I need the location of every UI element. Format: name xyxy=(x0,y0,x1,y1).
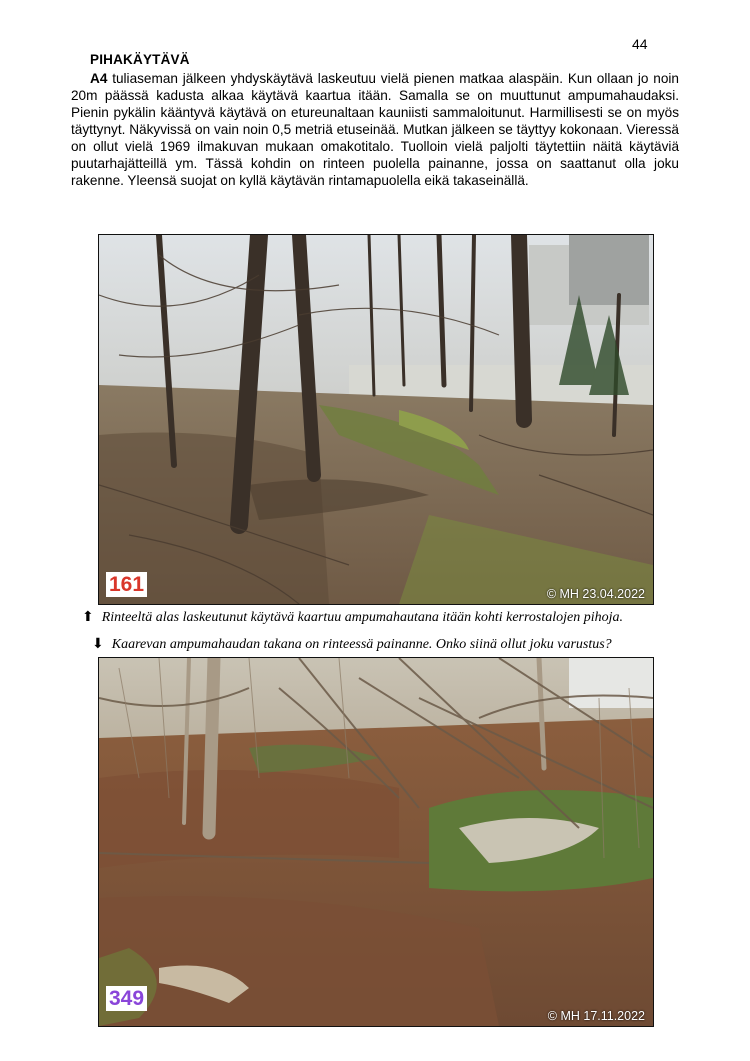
photo-credit: © MH 17.11.2022 xyxy=(547,1009,645,1023)
paragraph-text: tuliaseman jälkeen yhdyskäytävä laskeutuu vielä pienen matkaa alaspäin. Kun ollaan jo noin 20m päässä kadusta alkaa käytävä kaartua itään. Samalla se on muuttunut ampumahaudaksi. Pienin pykälin kääntyvä käytävä on etureunaltaan kauniisti sammaloitunut. Harmillisesti se on myös täyttynyt. Näkyvissä on vain noin 0,5 metriä etuseinää. Mutkan jälkeen se täyttyy kokonaan. Vieressä on ollut vielä 1969 ilmakuvan mukaan omakotitalo. Tuolloin vielä paljolti täytettiin näitä käytäviä puutarhajätteillä ym. Tässä kohdin on rinteen puolella painanne, jossa on saattanut olla joku rakenne. Yleensä suojat on kyllä käytävän rintamapuolella eikä takaseinällä. xyxy=(71,71,679,188)
photo-number-badge: 349 xyxy=(106,986,147,1011)
photo-credit: © MH 23.04.2022 xyxy=(546,587,645,601)
caption-text: Rinteeltä alas laskeutunut käytävä kaartuu ampumahautana itään kohti kerrostalojen pihoja. xyxy=(101,610,624,625)
location-code: A4 xyxy=(90,71,108,86)
arrow-up-icon: ⬆ xyxy=(82,609,94,625)
page-number: 44 xyxy=(632,36,648,52)
caption-text: Kaarevan ampumahaudan takana on rinteessä painanne. Onko siinä ollut joku varustus? xyxy=(111,637,612,652)
photo-caption-2 xyxy=(92,636,612,653)
photo-number-badge: 161 xyxy=(106,572,147,597)
photo-caption-1 xyxy=(82,609,623,626)
section-title: PIHAKÄYTÄVÄ xyxy=(90,52,190,67)
photo-1-illustration xyxy=(99,235,653,604)
photo-2-illustration xyxy=(99,658,653,1026)
body-paragraph xyxy=(71,70,679,189)
arrow-down-icon: ⬇ xyxy=(92,636,104,652)
photo-forest-trench-autumn xyxy=(98,657,654,1027)
photo-forest-trench-spring xyxy=(98,234,654,605)
